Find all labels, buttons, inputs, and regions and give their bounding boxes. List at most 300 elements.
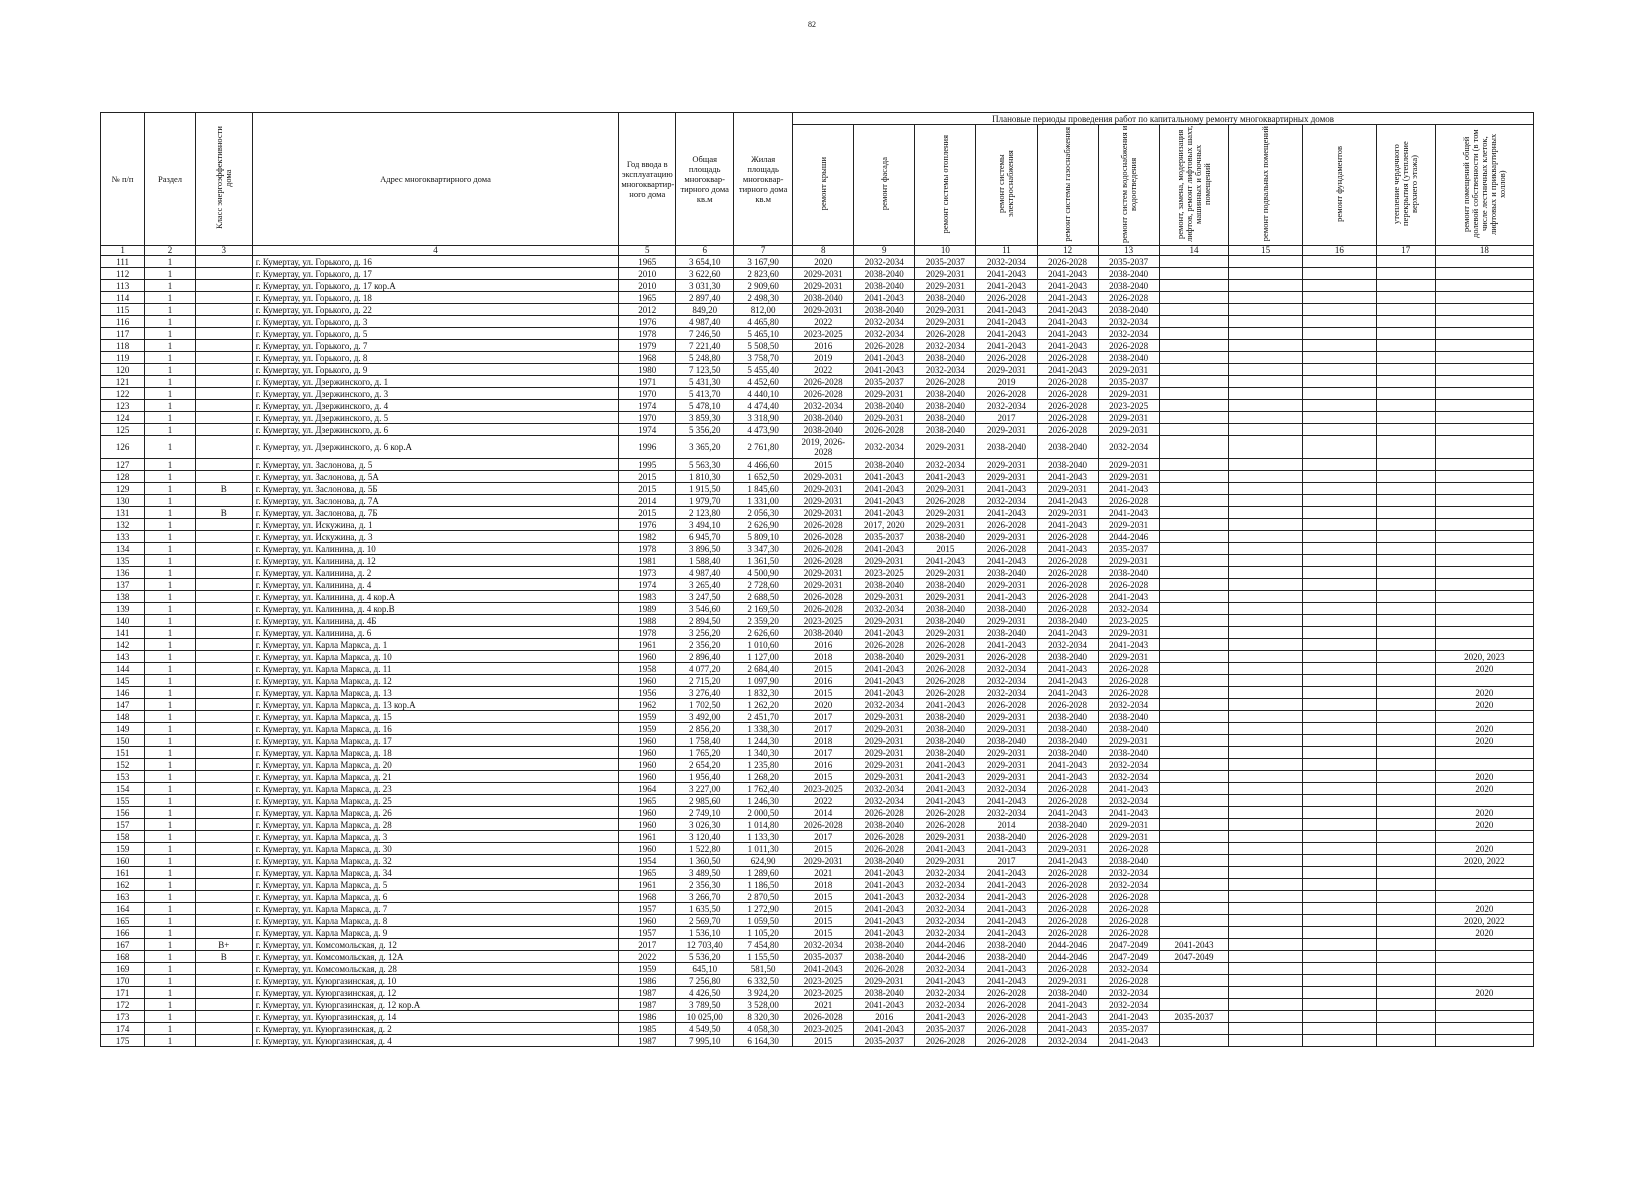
table-cell: 1960 xyxy=(619,747,676,759)
table-cell xyxy=(1159,543,1229,555)
table-cell xyxy=(1159,591,1229,603)
table-cell xyxy=(1302,495,1376,507)
column-index-cell: 16 xyxy=(1302,246,1376,256)
table-cell: 2029-2031 xyxy=(976,471,1037,483)
table-cell xyxy=(1229,663,1303,675)
table-cell xyxy=(1302,603,1376,615)
table-cell: 2026-2028 xyxy=(793,603,854,615)
table-cell: 2023-2025 xyxy=(793,615,854,627)
table-cell: 2038-2040 xyxy=(1037,735,1098,747)
table-cell xyxy=(195,340,252,352)
table-cell: 2026-2028 xyxy=(1037,879,1098,891)
table-cell: 2014 xyxy=(793,807,854,819)
table-cell: 2029-2031 xyxy=(793,304,854,316)
table-cell xyxy=(1229,507,1303,519)
table-cell: 2032-2034 xyxy=(976,256,1037,268)
table-cell xyxy=(1376,723,1435,735)
table-cell xyxy=(1229,471,1303,483)
table-cell: 2029-2031 xyxy=(915,831,976,843)
table-cell: 2041-2043 xyxy=(1098,1035,1159,1047)
header-energy-class xyxy=(195,113,252,246)
table-cell xyxy=(195,963,252,975)
table-cell: 2047-2049 xyxy=(1098,951,1159,963)
table-cell: 2041-2043 xyxy=(854,879,915,891)
table-cell xyxy=(1435,999,1533,1011)
table-cell: 2017 xyxy=(793,711,854,723)
table-cell: 2029-2031 xyxy=(976,424,1037,436)
table-cell: 2032-2034 xyxy=(1098,963,1159,975)
header-work-3 xyxy=(915,125,976,246)
table-cell xyxy=(1376,735,1435,747)
table-cell: 4 500,90 xyxy=(734,567,793,579)
table-cell: 2026-2028 xyxy=(854,424,915,436)
table-cell: 1 xyxy=(145,615,196,627)
table-cell: 2035-2037 xyxy=(1098,543,1159,555)
table-cell: 2026-2028 xyxy=(915,675,976,687)
table-cell xyxy=(1435,939,1533,951)
table-cell: 2041-2043 xyxy=(854,687,915,699)
table-cell: 2041-2043 xyxy=(976,591,1037,603)
header-work-text: ремонт подвальных помещений xyxy=(1260,126,1271,242)
table-cell: 2026-2028 xyxy=(1037,795,1098,807)
table-cell: 2038-2040 xyxy=(793,412,854,424)
table-cell: 2026-2028 xyxy=(1037,567,1098,579)
table-cell: 2021 xyxy=(793,867,854,879)
header-work-10 xyxy=(1376,125,1435,246)
table-cell: 4 466,60 xyxy=(734,459,793,471)
table-cell: 1976 xyxy=(619,316,676,328)
table-cell: 2038-2040 xyxy=(1037,723,1098,735)
table-cell: 2020 xyxy=(1435,819,1533,831)
table-cell: 1986 xyxy=(619,975,676,987)
table-cell: 2047-2049 xyxy=(1159,951,1229,963)
table-cell: 2032-2034 xyxy=(1098,771,1159,783)
address-cell: г. Кумертау, ул. Горького, д. 8 xyxy=(252,352,619,364)
table-cell: 132 xyxy=(101,519,145,531)
table-cell xyxy=(195,843,252,855)
table-cell: 1 635,50 xyxy=(676,903,734,915)
table-row xyxy=(101,483,1534,495)
table-cell: 156 xyxy=(101,807,145,819)
table-row xyxy=(101,280,1534,292)
table-cell: 1968 xyxy=(619,891,676,903)
table-row xyxy=(101,915,1534,927)
table-cell xyxy=(1229,843,1303,855)
table-cell xyxy=(1302,795,1376,807)
table-cell: 2029-2031 xyxy=(915,591,976,603)
table-cell: 1981 xyxy=(619,555,676,567)
table-cell: 2029-2031 xyxy=(1098,831,1159,843)
table-cell: 118 xyxy=(101,340,145,352)
table-cell: 5 431,30 xyxy=(676,376,734,388)
table-row xyxy=(101,783,1534,795)
table-cell xyxy=(1302,663,1376,675)
table-cell: 2038-2040 xyxy=(915,735,976,747)
table-cell: 1 xyxy=(145,807,196,819)
table-cell xyxy=(1159,735,1229,747)
table-cell: 2029-2031 xyxy=(976,459,1037,471)
table-cell: 2041-2043 xyxy=(1037,471,1098,483)
table-cell xyxy=(1376,975,1435,987)
table-cell: 2041-2043 xyxy=(915,1011,976,1023)
table-cell: 137 xyxy=(101,579,145,591)
column-index-row xyxy=(101,246,1534,256)
table-row xyxy=(101,591,1534,603)
header-work-7 xyxy=(1159,125,1229,246)
table-cell xyxy=(1302,747,1376,759)
table-row xyxy=(101,376,1534,388)
table-cell: 2032-2034 xyxy=(976,495,1037,507)
table-cell: 2029-2031 xyxy=(793,507,854,519)
table-cell: 1 xyxy=(145,304,196,316)
table-cell: 2023-2025 xyxy=(854,567,915,579)
table-cell: 2020 xyxy=(1435,903,1533,915)
table-cell: 164 xyxy=(101,903,145,915)
table-cell: 1 246,30 xyxy=(734,795,793,807)
table-cell xyxy=(1302,304,1376,316)
table-cell: 1 155,50 xyxy=(734,951,793,963)
table-cell: 2038-2040 xyxy=(854,400,915,412)
table-cell xyxy=(1376,412,1435,424)
table-cell xyxy=(1159,507,1229,519)
table-cell xyxy=(1302,807,1376,819)
table-cell xyxy=(1302,328,1376,340)
header-work-text: утепление чердачного перекрытия (утепление верхнего этажа) xyxy=(1391,141,1420,227)
table-cell: 2038-2040 xyxy=(915,711,976,723)
table-cell: 1 xyxy=(145,519,196,531)
header-living-area: Жилая площадь многоквар-тирного дома кв.м xyxy=(734,113,793,246)
table-cell: 2020 xyxy=(1435,783,1533,795)
table-cell: 2 761,80 xyxy=(734,436,793,459)
table-cell: 2041-2043 xyxy=(976,507,1037,519)
table-cell: 2012 xyxy=(619,304,676,316)
table-cell xyxy=(1376,663,1435,675)
table-cell: 117 xyxy=(101,328,145,340)
table-cell: 3 031,30 xyxy=(676,280,734,292)
table-cell xyxy=(1229,867,1303,879)
table-cell: 2038-2040 xyxy=(915,579,976,591)
table-cell: 2029-2031 xyxy=(793,268,854,280)
address-cell: г. Кумертау, ул. Карла Маркса, д. 16 xyxy=(252,723,619,735)
table-cell: 2029-2031 xyxy=(915,316,976,328)
table-row xyxy=(101,603,1534,615)
table-cell: 160 xyxy=(101,855,145,867)
table-cell: 2041-2043 xyxy=(1037,328,1098,340)
table-row xyxy=(101,292,1534,304)
table-cell: 2041-2043 xyxy=(976,328,1037,340)
table-cell xyxy=(1159,567,1229,579)
table-cell: 1965 xyxy=(619,256,676,268)
table-cell: 2029-2031 xyxy=(976,531,1037,543)
table-cell xyxy=(1435,376,1533,388)
table-row xyxy=(101,364,1534,376)
table-cell: 2 654,20 xyxy=(676,759,734,771)
table-cell: 2032-2034 xyxy=(915,340,976,352)
address-cell: г. Кумертау, ул. Дзержинского, д. 3 xyxy=(252,388,619,400)
table-cell xyxy=(195,903,252,915)
table-cell: 1 765,20 xyxy=(676,747,734,759)
table-cell: 2041-2043 xyxy=(976,903,1037,915)
table-cell: 2026-2028 xyxy=(854,340,915,352)
table-cell xyxy=(1376,328,1435,340)
table-cell: 2035-2037 xyxy=(854,1035,915,1047)
table-row xyxy=(101,639,1534,651)
table-cell xyxy=(1302,735,1376,747)
table-cell: 2 896,40 xyxy=(676,651,734,663)
table-row xyxy=(101,615,1534,627)
table-cell: 2041-2043 xyxy=(1037,855,1098,867)
table-cell: 1 xyxy=(145,400,196,412)
table-cell xyxy=(1229,543,1303,555)
table-cell xyxy=(1376,807,1435,819)
table-cell: 2041-2043 xyxy=(1037,280,1098,292)
table-cell xyxy=(1159,903,1229,915)
table-cell xyxy=(1159,292,1229,304)
table-cell: 1 xyxy=(145,579,196,591)
table-cell: 1964 xyxy=(619,783,676,795)
table-cell: 1 xyxy=(145,855,196,867)
table-cell xyxy=(1229,951,1303,963)
table-cell xyxy=(1159,1035,1229,1047)
table-cell xyxy=(1376,280,1435,292)
table-cell: 2041-2043 xyxy=(1037,340,1098,352)
table-cell: 2026-2028 xyxy=(976,352,1037,364)
header-work-6 xyxy=(1098,125,1159,246)
table-cell xyxy=(1302,424,1376,436)
table-cell xyxy=(1302,471,1376,483)
table-cell: 2041-2043 xyxy=(1037,687,1098,699)
table-cell xyxy=(1376,591,1435,603)
table-cell: 1 xyxy=(145,999,196,1011)
table-cell xyxy=(1229,376,1303,388)
table-cell: 2032-2034 xyxy=(1098,328,1159,340)
table-cell xyxy=(1435,1035,1533,1047)
table-cell: 2032-2034 xyxy=(854,783,915,795)
table-cell xyxy=(1435,483,1533,495)
table-cell xyxy=(195,723,252,735)
table-cell: 2022 xyxy=(793,316,854,328)
table-cell: 4 058,30 xyxy=(734,1023,793,1035)
table-cell: 4 077,20 xyxy=(676,663,734,675)
column-index-cell: 18 xyxy=(1435,246,1533,256)
table-cell xyxy=(1376,436,1435,459)
table-cell xyxy=(195,400,252,412)
table-cell: 2041-2043 xyxy=(976,963,1037,975)
table-cell: 2038-2040 xyxy=(915,747,976,759)
table-cell xyxy=(1435,519,1533,531)
table-cell xyxy=(195,1023,252,1035)
table-cell: 2022 xyxy=(793,795,854,807)
table-cell: 2 688,50 xyxy=(734,591,793,603)
table-cell: 1 xyxy=(145,759,196,771)
table-cell xyxy=(1159,256,1229,268)
table-cell: 1 xyxy=(145,495,196,507)
table-cell xyxy=(1159,819,1229,831)
table-row xyxy=(101,771,1534,783)
table-cell: 1961 xyxy=(619,879,676,891)
table-cell: 2038-2040 xyxy=(976,603,1037,615)
table-cell: 1974 xyxy=(619,400,676,412)
table-cell xyxy=(1435,639,1533,651)
table-cell: 3 365,20 xyxy=(676,436,734,459)
address-cell: г. Кумертау, ул. Калинина, д. 4Б xyxy=(252,615,619,627)
table-cell: 2026-2028 xyxy=(793,1011,854,1023)
address-cell: г. Кумертау, ул. Карла Маркса, д. 15 xyxy=(252,711,619,723)
table-cell: 2026-2028 xyxy=(915,376,976,388)
table-cell: 3 347,30 xyxy=(734,543,793,555)
table-cell xyxy=(1302,999,1376,1011)
table-cell: 2038-2040 xyxy=(915,352,976,364)
header-work-5 xyxy=(1037,125,1098,246)
table-cell xyxy=(1159,663,1229,675)
table-cell xyxy=(1229,531,1303,543)
table-cell: 2032-2034 xyxy=(976,400,1037,412)
table-cell: 172 xyxy=(101,999,145,1011)
table-cell xyxy=(195,819,252,831)
table-cell: 1978 xyxy=(619,543,676,555)
table-cell: 2026-2028 xyxy=(915,639,976,651)
address-cell: г. Кумертау, ул. Калинина, д. 4 кор.В xyxy=(252,603,619,615)
table-cell: 2035-2037 xyxy=(793,951,854,963)
table-cell xyxy=(195,867,252,879)
table-cell xyxy=(1159,471,1229,483)
table-cell: 2038-2040 xyxy=(915,531,976,543)
table-cell: 5 413,70 xyxy=(676,388,734,400)
table-row xyxy=(101,831,1534,843)
table-cell xyxy=(1376,615,1435,627)
table-cell xyxy=(195,891,252,903)
header-address: Адрес многоквартирного дома xyxy=(252,113,619,246)
table-cell xyxy=(1376,531,1435,543)
table-cell: 2 000,50 xyxy=(734,807,793,819)
table-cell: 3 026,30 xyxy=(676,819,734,831)
table-cell xyxy=(195,795,252,807)
table-cell xyxy=(195,747,252,759)
table-row xyxy=(101,795,1534,807)
table-cell: 2038-2040 xyxy=(793,424,854,436)
address-cell: г. Кумертау, ул. Дзержинского, д. 6 кор.А xyxy=(252,436,619,459)
table-cell: 1987 xyxy=(619,999,676,1011)
table-cell: 149 xyxy=(101,723,145,735)
table-cell: 2026-2028 xyxy=(1037,963,1098,975)
table-cell: 2026-2028 xyxy=(1037,531,1098,543)
table-cell: 2032-2034 xyxy=(1098,759,1159,771)
table-cell: 2026-2028 xyxy=(976,543,1037,555)
table-cell: 2020 xyxy=(1435,843,1533,855)
table-cell: 2038-2040 xyxy=(1037,459,1098,471)
table-cell xyxy=(195,855,252,867)
table-cell: 2 569,70 xyxy=(676,915,734,927)
table-cell: 173 xyxy=(101,1011,145,1023)
table-cell: В xyxy=(195,507,252,519)
table-cell: 2038-2040 xyxy=(915,424,976,436)
table-cell: 152 xyxy=(101,759,145,771)
table-cell: 1970 xyxy=(619,412,676,424)
address-cell: г. Кумертау, ул. Карла Маркса, д. 21 xyxy=(252,771,619,783)
table-cell xyxy=(195,471,252,483)
table-cell: 2041-2043 xyxy=(976,304,1037,316)
table-cell: 2026-2028 xyxy=(1037,699,1098,711)
table-cell: 111 xyxy=(101,256,145,268)
table-cell: 1 014,80 xyxy=(734,819,793,831)
table-cell: 1959 xyxy=(619,711,676,723)
table-cell: 1987 xyxy=(619,987,676,999)
header-energy-class-text: Класс энергоэффективности дома xyxy=(213,126,233,230)
table-cell: 1 186,50 xyxy=(734,879,793,891)
table-cell: 2041-2043 xyxy=(976,280,1037,292)
table-cell xyxy=(1159,340,1229,352)
table-cell xyxy=(1159,687,1229,699)
table-cell xyxy=(1435,615,1533,627)
table-cell: 2026-2028 xyxy=(1037,400,1098,412)
table-cell xyxy=(1376,555,1435,567)
table-cell xyxy=(1376,915,1435,927)
table-cell: 2032-2034 xyxy=(1098,603,1159,615)
table-cell: 2041-2043 xyxy=(1037,999,1098,1011)
table-cell xyxy=(1435,268,1533,280)
table-cell xyxy=(1376,340,1435,352)
table-cell: 2026-2028 xyxy=(976,292,1037,304)
table-cell: 1 xyxy=(145,268,196,280)
table-cell: 4 426,50 xyxy=(676,987,734,999)
table-row xyxy=(101,867,1534,879)
table-cell: 2017 xyxy=(976,855,1037,867)
table-cell: 2029-2031 xyxy=(915,436,976,459)
table-cell: 2041-2043 xyxy=(854,999,915,1011)
table-cell xyxy=(195,627,252,639)
table-cell xyxy=(1229,903,1303,915)
table-cell: 2026-2028 xyxy=(1098,340,1159,352)
table-cell xyxy=(1435,555,1533,567)
table-cell: 2016 xyxy=(793,340,854,352)
table-cell xyxy=(1302,567,1376,579)
table-cell: 153 xyxy=(101,771,145,783)
table-cell xyxy=(1159,783,1229,795)
table-cell xyxy=(1159,771,1229,783)
table-cell xyxy=(195,280,252,292)
table-cell: 2041-2043 xyxy=(976,891,1037,903)
table-cell: 2016 xyxy=(793,639,854,651)
table-cell: 1 xyxy=(145,987,196,999)
table-cell: 1 xyxy=(145,747,196,759)
table-cell: 2026-2028 xyxy=(1098,975,1159,987)
table-cell: 2044-2046 xyxy=(1098,531,1159,543)
table-cell: 2032-2034 xyxy=(976,783,1037,795)
table-cell xyxy=(1435,1023,1533,1035)
table-cell: 2026-2028 xyxy=(915,687,976,699)
table-cell: 3 494,10 xyxy=(676,519,734,531)
table-cell: 1960 xyxy=(619,819,676,831)
table-cell xyxy=(195,519,252,531)
table-cell: 2026-2028 xyxy=(1037,867,1098,879)
table-cell xyxy=(1229,807,1303,819)
table-cell: 1980 xyxy=(619,364,676,376)
table-cell: 2032-2034 xyxy=(854,603,915,615)
table-cell xyxy=(1159,400,1229,412)
table-cell: 2029-2031 xyxy=(976,771,1037,783)
header-work-text: ремонт фундаментов xyxy=(1333,146,1344,222)
table-cell: 2041-2043 xyxy=(1098,591,1159,603)
table-row xyxy=(101,879,1534,891)
table-cell xyxy=(1229,591,1303,603)
table-cell: 2023-2025 xyxy=(1098,400,1159,412)
table-cell xyxy=(1376,651,1435,663)
table-cell: 2 728,60 xyxy=(734,579,793,591)
table-cell: 2032-2034 xyxy=(976,675,1037,687)
table-cell: 1 361,50 xyxy=(734,555,793,567)
table-cell: 2014 xyxy=(619,495,676,507)
column-index-cell: 12 xyxy=(1037,246,1098,256)
